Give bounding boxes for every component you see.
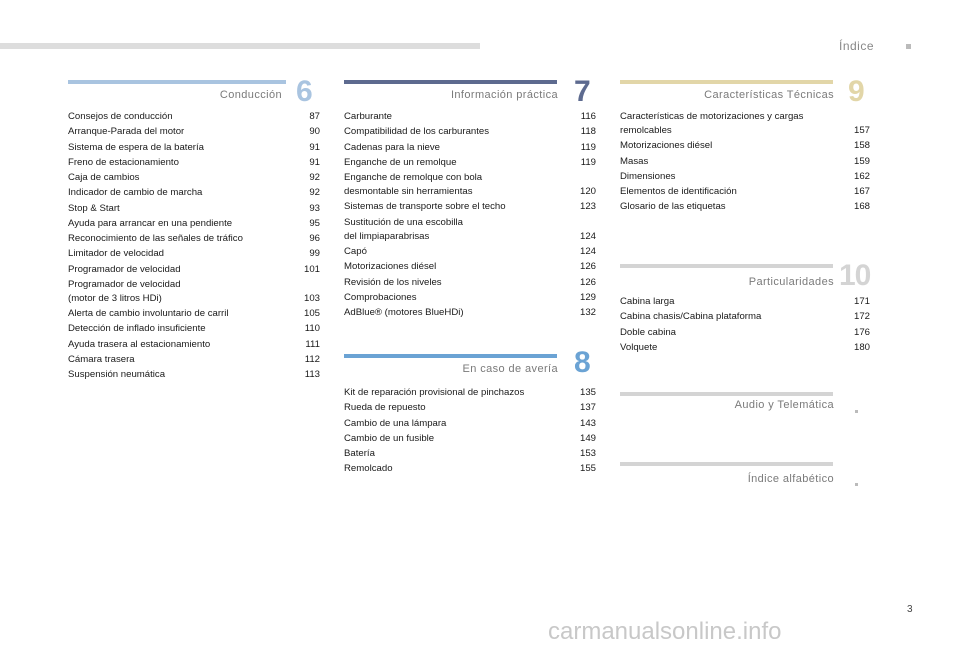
toc-entry-label xyxy=(68,247,320,261)
section-number: 8 xyxy=(574,346,591,379)
toc-entry-label-line: desmontable sin herramientas xyxy=(344,186,473,198)
top-progress-bar xyxy=(0,43,480,49)
toc-entry-page: 167 xyxy=(853,186,870,198)
toc-entry[interactable] xyxy=(344,417,596,431)
toc-entry-page: 143 xyxy=(579,417,596,429)
toc-entry-page: 172 xyxy=(853,311,870,323)
toc-entry-label xyxy=(68,125,320,139)
section-number: 10 xyxy=(839,259,871,292)
toc-entry-page: 180 xyxy=(853,341,870,353)
toc-list xyxy=(344,386,596,478)
toc-entry[interactable] xyxy=(620,110,870,138)
toc-entry[interactable] xyxy=(68,125,320,139)
toc-entry-label xyxy=(344,125,596,139)
toc-entry[interactable] xyxy=(68,232,320,246)
toc-entry-label-line: Carburante xyxy=(344,111,392,122)
toc-entry-label xyxy=(344,432,596,446)
toc-entry-page: 93 xyxy=(309,202,320,214)
toc-entry-page: 91 xyxy=(309,156,320,168)
toc-entry-label-line: Programador de velocidad xyxy=(68,263,181,275)
toc-entry[interactable] xyxy=(344,260,596,274)
toc-entry-page: 101 xyxy=(303,263,320,275)
toc-entry-label xyxy=(344,110,596,124)
toc-entry-label xyxy=(344,291,596,305)
toc-entry[interactable] xyxy=(68,202,320,216)
toc-entry-label xyxy=(620,155,870,169)
toc-entry-page: 149 xyxy=(579,432,596,444)
toc-entry-label-line: remolcables xyxy=(620,125,672,137)
toc-entry-page: 95 xyxy=(309,217,320,229)
toc-entry[interactable] xyxy=(344,276,596,290)
toc-entry-label xyxy=(68,278,320,306)
toc-entry-label xyxy=(68,141,320,155)
toc-entry-label xyxy=(68,217,320,231)
toc-entry-label-line: Dimensiones xyxy=(620,170,676,182)
section-indice-alfabetico[interactable] xyxy=(620,462,872,492)
toc-entry[interactable] xyxy=(344,462,596,476)
toc-list xyxy=(68,110,320,383)
toc-entry[interactable] xyxy=(68,156,320,170)
toc-entry[interactable] xyxy=(620,326,870,340)
toc-entry-label-line: Motorizaciones diésel xyxy=(344,261,437,273)
toc-entry-label xyxy=(344,260,596,274)
section-bar xyxy=(344,80,557,84)
section-audio-telematica[interactable] xyxy=(620,392,872,422)
toc-entry-page: 155 xyxy=(579,463,596,475)
toc-entry-label-line: Batería xyxy=(344,448,375,459)
section-conduccion[interactable] xyxy=(68,75,322,381)
toc-entry-label xyxy=(620,295,870,309)
toc-entry-label xyxy=(344,245,596,259)
toc-entry[interactable] xyxy=(344,291,596,305)
toc-entry-label xyxy=(68,307,320,321)
section-title: Características Técnicas xyxy=(704,89,834,101)
toc-entry-page: 168 xyxy=(853,201,870,213)
toc-entry-label-line: del limpiaparabrisas xyxy=(344,230,430,242)
toc-entry-label-line: Volquete xyxy=(620,341,658,353)
toc-entry-label-line: Limitador de velocidad xyxy=(68,248,164,260)
toc-entry-label-line: Enganche de un remolque xyxy=(344,156,457,168)
toc-entry-page: 92 xyxy=(309,187,320,199)
toc-entry-label xyxy=(620,341,870,355)
section-particularidades[interactable] xyxy=(620,259,872,359)
toc-entry-label xyxy=(344,386,596,400)
toc-entry-page: 159 xyxy=(853,155,870,167)
toc-entry-label-line: Indicador de cambio de marcha xyxy=(68,187,203,199)
toc-entry-label-line: Cabina chasis/Cabina plataforma xyxy=(620,311,762,323)
toc-entry-label xyxy=(344,401,596,415)
toc-entry-page: 119 xyxy=(580,141,596,153)
toc-entry-page: 90 xyxy=(309,126,320,138)
toc-entry[interactable] xyxy=(620,200,870,214)
toc-entry-label-line: Stop & Start xyxy=(68,202,120,214)
toc-entry[interactable] xyxy=(68,171,320,185)
toc-entry-label xyxy=(620,185,870,199)
toc-entry-label xyxy=(344,447,596,461)
toc-entry[interactable] xyxy=(68,141,320,155)
toc-entry-label-line: Enganche de remolque con bola xyxy=(344,172,483,183)
toc-entry[interactable] xyxy=(620,185,870,199)
toc-entry-label-line: Cadenas para la nieve xyxy=(344,141,441,153)
toc-entry-label xyxy=(620,110,870,138)
section-bar xyxy=(620,80,833,84)
toc-entry-label xyxy=(344,156,596,170)
section-number: 9 xyxy=(848,75,865,108)
section-bar xyxy=(620,264,833,268)
toc-entry[interactable] xyxy=(620,139,870,153)
section-bar xyxy=(620,462,833,466)
toc-entry-page: 157 xyxy=(853,125,870,137)
toc-entry-label-line: Cámara trasera xyxy=(68,353,135,365)
toc-entry[interactable] xyxy=(620,341,870,355)
section-bar xyxy=(620,392,833,396)
toc-entry-label-line: Capó xyxy=(344,246,367,258)
toc-list xyxy=(620,295,870,356)
toc-entry[interactable] xyxy=(344,216,596,244)
toc-entry-label-line: Detección de inflado insuficiente xyxy=(68,323,206,335)
toc-entry-label-line: Sustitución de una escobilla xyxy=(344,216,463,228)
toc-entry[interactable] xyxy=(68,368,320,382)
toc-entry-label xyxy=(68,338,320,352)
toc-entry[interactable] xyxy=(344,200,596,214)
header-marker xyxy=(906,44,911,49)
toc-entry-label-line: Características de motorizaciones y cargas xyxy=(620,111,804,122)
toc-entry-page: 87 xyxy=(309,111,320,122)
toc-entry-label xyxy=(620,170,870,184)
toc-entry-label-line: Suspensión neumática xyxy=(68,369,166,381)
toc-entry[interactable] xyxy=(344,401,596,415)
toc-entry-page: 91 xyxy=(309,141,320,153)
toc-entry-label xyxy=(344,417,596,431)
toc-entry-label-line: Remolcado xyxy=(344,463,393,475)
toc-entry-label-line: Arranque-Parada del motor xyxy=(68,126,185,138)
toc-entry[interactable] xyxy=(620,170,870,184)
toc-entry[interactable] xyxy=(68,186,320,200)
toc-entry-label xyxy=(620,310,870,324)
toc-entry-label-line: Freno de estacionamiento xyxy=(68,156,179,168)
toc-entry-page: 116 xyxy=(580,111,596,122)
page-header-title: Índice xyxy=(839,39,875,53)
toc-entry-label-line: Consejos de conducción xyxy=(68,111,173,122)
section-title: Índice alfabético xyxy=(747,473,834,485)
toc-entry-label-line: Elementos de identificación xyxy=(620,186,737,198)
toc-entry-page: 99 xyxy=(309,248,320,260)
toc-entry-page: 110 xyxy=(304,323,320,335)
toc-entry-label-line: Compatibilidad de los carburantes xyxy=(344,126,490,138)
section-caracteristicas-tecnicas[interactable] xyxy=(620,75,872,215)
toc-entry-label xyxy=(344,171,596,199)
toc-entry-label xyxy=(68,263,320,277)
toc-entry-label xyxy=(620,326,870,340)
toc-entry-label-line: Reconocimiento de las señales de tráfico xyxy=(68,233,243,244)
toc-entry[interactable] xyxy=(344,386,596,400)
toc-entry-label xyxy=(344,276,596,290)
toc-entry-label-line: Revisión de los niveles xyxy=(344,276,442,288)
toc-entry[interactable] xyxy=(344,110,596,124)
toc-entry[interactable] xyxy=(68,217,320,231)
toc-entry-label-line: Cabina larga xyxy=(620,296,675,307)
section-bar xyxy=(344,354,557,358)
toc-entry-page: 153 xyxy=(579,448,596,459)
toc-entry[interactable] xyxy=(68,353,320,367)
toc-entry-page: 112 xyxy=(304,353,320,365)
toc-entry-label-line: Comprobaciones xyxy=(344,291,417,303)
toc-entry-page: 120 xyxy=(579,186,596,198)
toc-entry-label-line: Glosario de las etiquetas xyxy=(620,201,726,213)
toc-entry-page: 103 xyxy=(303,292,320,304)
toc-entry[interactable] xyxy=(344,156,596,170)
toc-entry-label-line: Sistema de espera de la batería xyxy=(68,141,204,153)
section-en-caso-de-averia[interactable] xyxy=(344,346,598,479)
toc-entry[interactable] xyxy=(68,110,320,124)
section-bar xyxy=(68,80,286,84)
toc-entry-label-line: Ayuda trasera al estacionamiento xyxy=(68,338,211,350)
toc-entry[interactable] xyxy=(344,447,596,461)
toc-entry-page: 171 xyxy=(853,296,870,307)
toc-entry-label-line: Motorizaciones diésel xyxy=(620,140,713,152)
toc-entry-label-line: Masas xyxy=(620,155,649,167)
toc-entry-label xyxy=(344,216,596,244)
section-title: En caso de avería xyxy=(462,363,558,375)
toc-entry-label-line: Alerta de cambio involuntario de carril xyxy=(68,308,229,320)
toc-entry-label xyxy=(344,141,596,155)
toc-entry-page: 162 xyxy=(853,170,870,182)
toc-entry-label xyxy=(68,110,320,124)
toc-entry-page: 111 xyxy=(305,338,320,350)
toc-entry-page: 132 xyxy=(579,307,596,319)
toc-entry-label xyxy=(344,462,596,476)
toc-entry-label-line: AdBlue® (motores BlueHDi) xyxy=(344,307,464,319)
toc-entry-page: 124 xyxy=(579,246,596,258)
toc-entry[interactable] xyxy=(68,322,320,336)
toc-entry[interactable] xyxy=(344,245,596,259)
toc-entry[interactable] xyxy=(68,278,320,306)
toc-entry[interactable] xyxy=(344,432,596,446)
section-title: Particularidades xyxy=(748,276,834,288)
toc-entry-label xyxy=(68,171,320,185)
toc-entry-label xyxy=(344,200,596,214)
toc-entry-label xyxy=(620,139,870,153)
toc-entry[interactable] xyxy=(344,125,596,139)
toc-entry-page: 113 xyxy=(304,369,320,381)
page-number: 3 xyxy=(907,604,913,615)
toc-entry-page: 135 xyxy=(579,387,596,398)
section-marker xyxy=(855,410,858,413)
toc-list xyxy=(620,110,870,216)
toc-entry-label xyxy=(344,306,596,320)
toc-entry-page: 137 xyxy=(579,402,596,414)
toc-entry[interactable] xyxy=(620,310,870,324)
toc-entry-label-line: Kit de reparación provisional de pinchazos xyxy=(344,387,525,398)
toc-entry-label-line: Sistemas de transporte sobre el techo xyxy=(344,201,506,213)
toc-entry[interactable] xyxy=(344,141,596,155)
toc-entry-label-line: Doble cabina xyxy=(620,326,677,338)
toc-entry-label-line: Rueda de repuesto xyxy=(344,402,426,414)
toc-entry[interactable] xyxy=(344,171,596,199)
toc-entry-label xyxy=(68,202,320,216)
toc-entry-label xyxy=(68,186,320,200)
toc-entry-page: 158 xyxy=(853,140,870,152)
toc-entry-label xyxy=(68,368,320,382)
toc-entry-label-line: Programador de velocidad xyxy=(68,278,181,290)
toc-entry[interactable] xyxy=(68,307,320,321)
toc-entry-page: 176 xyxy=(853,326,870,338)
section-title: Audio y Telemática xyxy=(734,399,834,411)
toc-entry-label xyxy=(68,232,320,246)
toc-entry-page: 123 xyxy=(579,201,596,213)
toc-entry[interactable] xyxy=(620,155,870,169)
toc-entry-page: 118 xyxy=(580,126,596,138)
section-number: 6 xyxy=(296,75,313,108)
toc-entry-label-line: Caja de cambios xyxy=(68,172,140,183)
toc-entry-label-line: (motor de 3 litros HDi) xyxy=(68,292,162,304)
toc-entry-page: 126 xyxy=(579,276,596,288)
watermark: carmanualsonline.info xyxy=(548,618,782,645)
toc-entry-label-line: Ayuda para arrancar en una pendiente xyxy=(68,217,233,229)
section-marker xyxy=(855,483,858,486)
section-title: Conducción xyxy=(219,89,282,101)
toc-entry-label xyxy=(68,156,320,170)
toc-entry-page: 129 xyxy=(579,291,596,303)
section-title: Información práctica xyxy=(450,89,558,101)
toc-entry-page: 96 xyxy=(309,233,320,244)
toc-entry[interactable] xyxy=(344,306,596,320)
toc-entry-label-line: Cambio de un fusible xyxy=(344,432,435,444)
section-number: 7 xyxy=(574,75,591,108)
section-informacion-practica[interactable] xyxy=(344,75,598,325)
toc-entry-label xyxy=(68,322,320,336)
toc-entry-label xyxy=(620,200,870,214)
toc-entry-page: 124 xyxy=(579,230,596,242)
toc-entry-page: 105 xyxy=(303,308,320,320)
toc-entry[interactable] xyxy=(68,263,320,277)
toc-entry-label-line: Cambio de una lámpara xyxy=(344,417,447,429)
toc-entry-page: 92 xyxy=(309,172,320,183)
toc-entry[interactable] xyxy=(68,247,320,261)
toc-entry-label xyxy=(68,353,320,367)
toc-list xyxy=(344,110,596,321)
toc-entry[interactable] xyxy=(68,338,320,352)
toc-entry[interactable] xyxy=(620,295,870,309)
toc-entry-page: 119 xyxy=(580,156,596,168)
toc-entry-page: 126 xyxy=(579,261,596,273)
